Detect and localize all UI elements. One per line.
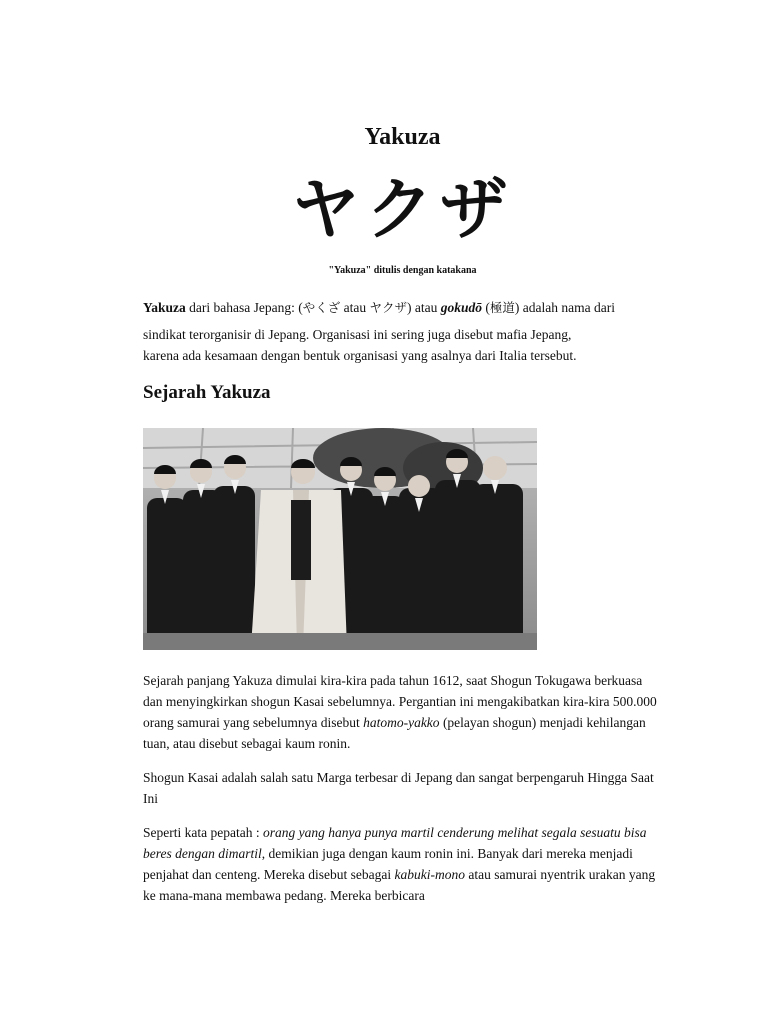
intro-kana-hiragana: やくざ: [302, 300, 341, 315]
section-heading: Sejarah Yakuza: [143, 382, 271, 403]
history-paragraph-1: [143, 670, 663, 754]
intro-text-5: ) adalah nama dari: [514, 300, 615, 315]
history-paragraph-2: Shogun Kasai adalah salah satu Marga terbesar di Jepang dan sangat berpengaruh Hingga Saat Ini: [143, 770, 654, 806]
intro-kana-katakana: ヤクザ: [369, 300, 407, 315]
historical-group-photo: [143, 428, 537, 650]
intro-text-2: atau: [340, 300, 370, 315]
intro-text-3: ) atau: [407, 300, 441, 315]
katakana-caption: "Yakuza" ditulis dengan katakana: [328, 265, 477, 276]
history-paragraph-3: [143, 822, 663, 906]
intro-text-4: (: [482, 300, 490, 315]
intro-kanji: 極道: [489, 300, 515, 315]
katakana-title: ヤクザ: [291, 171, 514, 250]
history-p1-text-1: Sejarah panjang Yakuza dimulai kira-kira pada tahun 1612, saat Shogun Tokugawa berkuasa dan menyingkirkan shogun Kasai sebelumnya. Pergantian ini mengakibatkan kira-kira 500.000 orang samurai yang sebelumnya disebut: [143, 673, 657, 730]
history-p3-text-1: Seperti kata pepatah :: [143, 825, 263, 840]
intro-line-2: sindikat terorganisir di Jepang. Organisasi ini sering juga disebut mafia Jepang,: [143, 327, 572, 342]
history-p1-text-2: (pelayan shogun) menjadi kehilangan tuan, atau disebut sebagai kaum ronin.: [143, 715, 646, 751]
history-p1-italic: hatomo-yakko: [363, 715, 440, 730]
intro-term-gokudo: gokudō: [440, 300, 482, 315]
history-p3-italic-2: kabuki-mono: [394, 867, 466, 882]
document-title: Yakuza: [364, 124, 441, 150]
history-p3-text-2: , demikian juga dengan kaum ronin ini. Banyak dari mereka menjadi penjahat dan centeng. Mereka disebut sebagai: [143, 846, 633, 882]
intro-term: Yakuza: [143, 300, 186, 315]
intro-paragraph: [143, 297, 663, 318]
history-p3-text-3: atau samurai nyentrik urakan yang ke mana-mana membawa pedang. Mereka berbicara: [143, 867, 656, 903]
intro-text-1: dari bahasa Jepang: (: [185, 300, 303, 315]
intro-line-3: karena ada kesamaan dengan bentuk organisasi yang asalnya dari Italia tersebut.: [143, 348, 577, 363]
history-p3-italic-1: orang yang hanya punya martil cenderung melihat segala sesuatu bisa beres dengan dimartil: [143, 825, 647, 861]
